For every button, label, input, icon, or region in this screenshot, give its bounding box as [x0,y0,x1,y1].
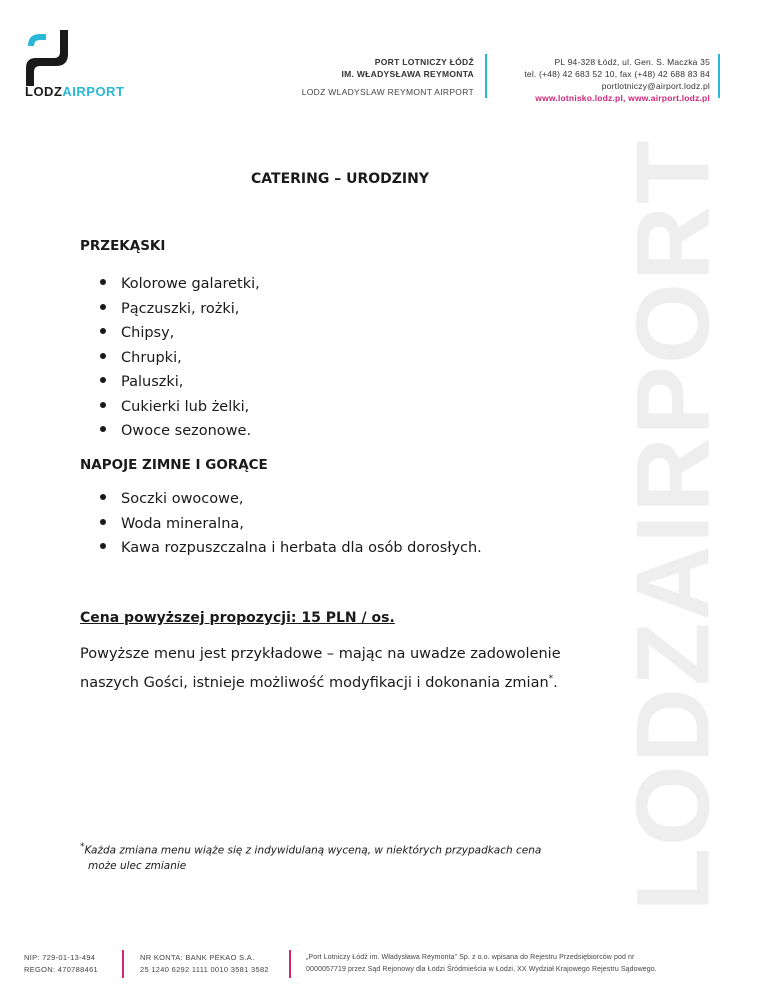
menu-note-line1: Powyższe menu jest przykładowe – mając na uwadze zadowolenie [80,646,561,662]
list-item: Owoce sezonowe. [100,419,260,444]
logo-text-airport: AIRPORT [62,84,125,99]
watermark [616,138,732,912]
contact-address: PL 94-328 Łódź, ul. Gen. S. Maczka 35 [554,57,710,67]
list-item: Chipsy, [100,321,260,346]
footnote-line1: *Każda zmiana menu wiąże się z indywidulaną wyceną, w niektórych przypadkach cena [80,842,542,857]
list-item: Kolorowe galaretki, [100,272,260,297]
section-heading-snacks: PRZEKĄSKI [80,238,166,254]
bullet-icon [100,328,106,334]
list-item: Soczki owocowe, [100,487,482,512]
footer-ids [24,952,98,976]
list-item: Kawa rozpuszczalna i herbata dla osób dorosłych. [100,536,482,561]
bullet-icon [100,494,106,500]
bullet-icon [100,353,106,359]
footer-bank-name: NR KONTA: BANK PEKAO S.A. [140,953,255,962]
header-contact [496,56,710,104]
header-organization [296,56,474,80]
drinks-list [100,487,482,561]
list-item: Cukierki lub żelki, [100,395,260,420]
footer-legal [306,952,657,976]
bullet-icon [100,519,106,525]
menu-note-line2: naszych Gości, istnieje możliwość modyfikacji i dokonania zmian*. [80,674,558,691]
logo-text-lodz: LODZ [25,84,63,99]
bullet-icon [100,279,106,285]
org-name-line2: IM. WŁADYSŁAWA REYMONTA [341,69,474,79]
bullet-icon [100,377,106,383]
logo-wordmark [25,84,124,99]
header-divider-right [718,54,720,98]
org-name-line1: PORT LOTNICZY ŁÓDŹ [374,57,474,67]
footer-nip: NIP: 729-01-13-494 [24,953,96,962]
watermark-text: LODZAIRPORT [616,138,732,912]
bullet-icon [100,426,106,432]
snacks-list [100,272,260,444]
menu-note [80,642,600,696]
contact-websites: www.lotnisko.lodz.pl, www.airport.lodz.pl [535,93,710,103]
footnote-line2: może ulec zmianie [88,859,187,872]
list-item: Paluszki, [100,370,260,395]
bullet-icon [100,304,106,310]
org-english-name: LODZ WLADYSLAW REYMONT AIRPORT [301,87,474,97]
price-line: Cena powyższej propozycji: 15 PLN / os. [80,610,395,626]
footer-legal-line1: „Port Lotniczy Łódź im. Władysława Reymonta” Sp. z o.o. wpisana do Rejestru Przedsiębiorców pod nr [306,954,635,961]
footer-divider [289,950,291,978]
page-title: CATERING – URODZINY [251,171,429,187]
contact-email: portlotniczy@airport.lodz.pl [601,81,710,91]
bullet-icon [100,402,106,408]
footer-legal-line2: 0000057719 przez Sąd Rejonowy dla Łodzi Śródmieścia w Łodzi, XX Wydział Krajowego Rejestru Sądowego. [306,966,657,973]
list-item: Pączuszki, rożki, [100,297,260,322]
airport-logo-icon [24,28,72,88]
bullet-icon [100,543,106,549]
footer-divider [122,950,124,978]
section-heading-drinks: NAPOJE ZIMNE I GORĄCE [80,457,268,473]
footer-regon: REGON: 470788461 [24,965,99,974]
list-item: Woda mineralna, [100,512,482,537]
footer-bank [140,952,269,976]
contact-phone: tel. (+48) 42 683 52 10, fax (+48) 42 688 83 84 [524,69,710,79]
header-divider [485,54,487,98]
footer-account-number: 25 1240 6292 1111 0010 3581 3582 [140,965,269,974]
list-item: Chrupki, [100,346,260,371]
footnote [80,840,600,874]
